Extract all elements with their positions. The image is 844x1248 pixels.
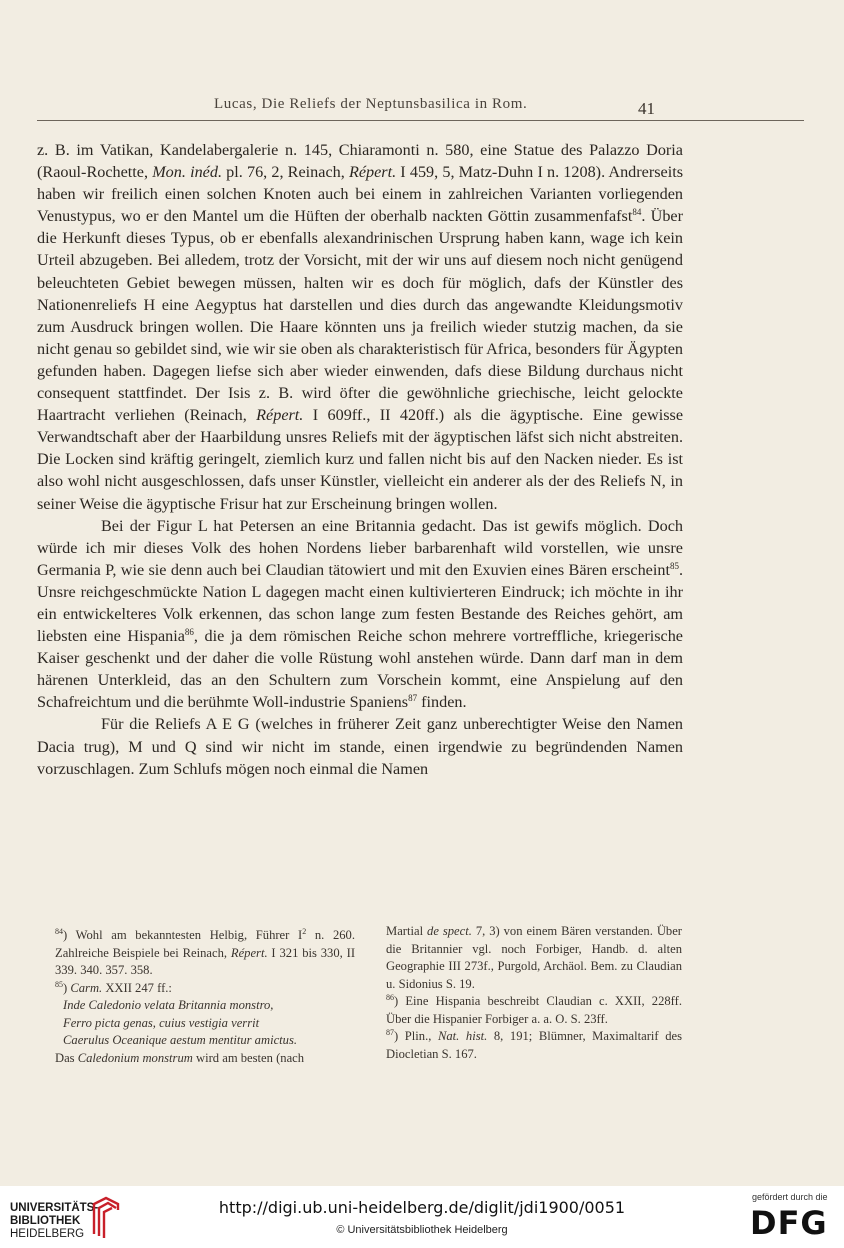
page-number: 41 [638, 99, 655, 118]
paragraph-3: Für die Reliefs A E G (welches in früherer Zeit ganz unberechtigter Weise den Namen Dacia trug), M und Q sind wir nicht im stande, einen irgendwie zu begründenden Namen vorzuschlagen. Zum Schlufs mögen noch einmal die Namen [37, 715, 683, 778]
header-rule [37, 120, 804, 121]
university-library-name: UNIVERSITÄTS- BIBLIOTHEK HEIDELBERG [10, 1202, 99, 1240]
footnote-86: $^{86}$) Eine Hispania beschreibt Claudian c. XXII, 228ff. Über die Hispanier Forbiger a. a. O. S. 23ff. [386, 993, 682, 1026]
footnotes-right-column [386, 923, 682, 1063]
viewer-footer [0, 1186, 844, 1248]
footnote-ref-86[interactable]: 86 [184, 627, 194, 638]
verse-line-3: Caerulus Oceanique aestum mentitur amictus. [63, 1033, 298, 1048]
permalink-url[interactable]: http://digi.ub.uni-heidelberg.de/diglit/jdi1900/0051 [218, 1198, 626, 1217]
footnote-85-text: Das Caledonium monstrum wird am besten (nach [55, 1050, 305, 1065]
verse-line-2: Ferro picta genas, cuius vestigia verrit [63, 1015, 260, 1030]
page-header [0, 96, 844, 118]
copyright-notice: © Universitätsbibliothek Heidelberg [336, 1224, 508, 1236]
footnote-ref-85[interactable]: 85 [669, 560, 679, 571]
footnotes-left-column [55, 923, 355, 1067]
footnote-ref-87[interactable]: 87 [408, 693, 418, 704]
verse-line-1: Inde Caledonio velata Britannia monstro, [63, 998, 274, 1013]
footnote-84: $^{84}$) Wohl am bekanntesten Helbig, Führer $I^2$ n. 260. Zahlreiche Beispiele bei Reinach, Répert. I 321 bis 330, II 339. 340. 357. 358. [55, 927, 356, 978]
body-text [37, 139, 683, 780]
footnote-85: $^{85}$) Carm. XXII 247 ff.: [55, 979, 172, 995]
footnote-87: $^{87}$) Plin., Nat. hist. 8, 191; Blümner, Maximaltarif des Diocletian S. 167. [386, 1028, 682, 1061]
footnote-85-continued: Martial de spect. 7, 3) von einem Bären verstanden. Über die Britannier vgl. noch Forbiger, Handb. d. alten Geographie III 273f., Purgold, Archäol. Bem. zu Claudian u. Sidonius S. 19. [386, 924, 682, 991]
paragraph-2: Bei der Figur L hat Petersen an eine Britannia gedacht. Das ist gewifs möglich. Doch würde ich mir dieses Volk des hohen Nordens lieber barbarenhaft wild vorstellen, wie unsre Germania P, wie sie denn auch bei Claudian tätowiert und mit den Exuvien eines Bären erscheint$^{85}$. Unsre reichgeschmückte Nation L dagegen macht einen kultivierteren Eindruck; ich möchte in ihr ein entwickelteres Volk erkennen, das schon lange zum festen Bestande des Reiches gehört, am liebsten eine Hispania$^{86}$, die ja dem römischen Reiche schon mehrere vortreffliche, kriegerische Kaiser geschenkt und der daher die volle Rüstung wohl anstehen würde. Dann darf man in dem härenen Unterkleid, das an den Schultern zum Vorschein kommt, eine Anspielung auf den Schafreichtum und die berühmte Woll-industrie Spaniens$^{87}$ finden. [37, 516, 683, 712]
footnote-ref-84[interactable]: 84 [632, 207, 642, 218]
sponsor-label: gefördert durch die [752, 1192, 828, 1202]
running-head: Lucas, Die Reliefs der Neptunsbasilica in Rom. [214, 96, 528, 112]
paragraph-1: z. B. im Vatikan, Kandelabergalerie n. 145, Chiaramonti n. 580, eine Statue des Palazzo Doria (Raoul-Rochette, Mon. inéd. pl. 76, 2, Reinach, Répert. I 459, 5, Matz-Duhn I n. 1208). Andrerseits haben wir freilich einen solchen Knoten auch bei einem in zahlreichen Varianten vorliegenden Venustypus, wo er den Mantel um die Hüften der oberhalb nackten Göttin zusammenfafst$^{84}$. Über die Herkunft dieses Typus, ob er ebenfalls alexandrinischen Ursprung haben kann, wage ich kein Urteil abzugeben. Bei alledem, trotz der Vorsicht, mit der wir uns auf diesem noch nicht genügend beleuchteten Gebiet bewegen müssen, halten wir es doch für möglich, dafs der Künstler des Nationenreliefs H eine Aegyptus hat darstellen und dies durch das angewandte Kleidungsmotiv zum Ausdruck bringen wollen. Die Haare könnten uns ja freilich wieder stutzig machen, da sie nicht genau so gebildet sind, wie wir sie oben als charakteristisch für Africa, besonders für Ägypten gefunden haben. Dagegen liefse sich aber wieder einwenden, dafs diese Bildung durchaus nicht consequent stattfindet. Der Isis z. B. wird öfter die gewöhnliche griechische, leicht gelockte Haartracht verliehen (Reinach, Répert. I 609ff., II 420ff.) als die ägyptische. Eine gewisse Verwandtschaft aber der Haarbildung unsres Reliefs mit der ägyptischen läfst sich nicht abstreiten. Die Locken sind kräftig geringelt, ziemlich kurz und fallen nicht bis auf den Nacken nieder. Es ist also wohl nicht ausgeschlossen, dafs unser Künstler, vielleicht ein anderer als der des Reliefs N, in seiner Weise die ägyptische Frisur hat zur Erscheinung bringen wollen. [37, 141, 684, 513]
dfg-logo: DFG [750, 1204, 828, 1242]
